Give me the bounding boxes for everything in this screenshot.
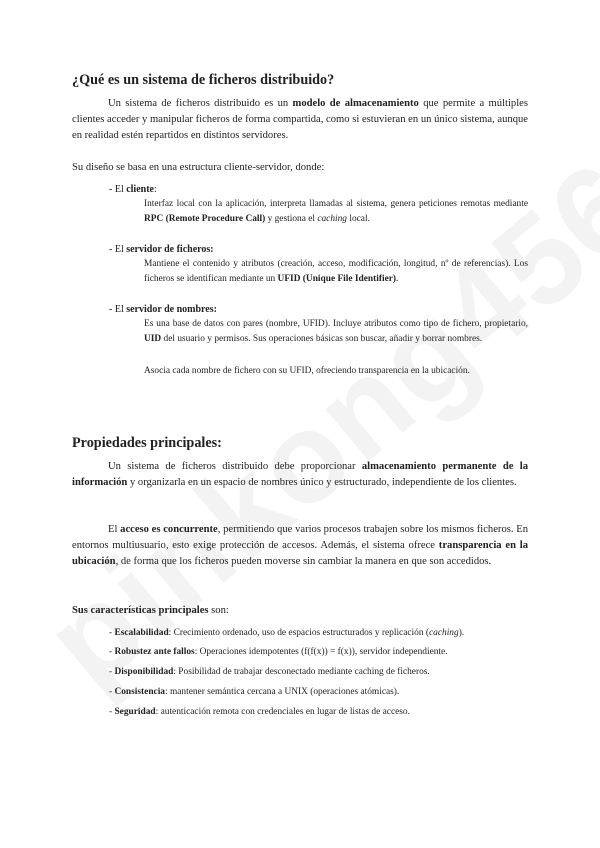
servidor-nombres-description-2: Asocia cada nombre de fichero con su UFID, ofreciendo transparencia en la ubicación. [144,366,470,376]
intro-bold: modelo de almacenamiento [292,98,419,109]
desc-text: del usuario y permisos. Sus operaciones básicas son buscar, añadir y borrar nombres. [161,333,483,344]
lead-bold: Sus características principales [72,605,209,616]
properties-paragraph-2 [72,522,528,570]
design-lead: Su diseño se basa en una estructura cliente-servidor, donde: [72,162,325,173]
feature-item [109,685,529,699]
para-text: Un sistema de ficheros distribuido debe proporcionar [108,461,362,472]
servidor-nombres-description [144,317,528,346]
lead-text: son: [208,605,229,616]
intro-text-end: que permite a múltiples clientes acceder y manipular ficheros de forma compartida, como si estuvieran en un único sistema, aunque en realidad estén repartidos en distintos servidores. [72,98,528,141]
item-title: cliente [126,184,154,195]
item-suffix: : [153,184,157,195]
para-text: , de forma que los ficheros pueden moverse sin cambiar la manera en que son accedidos. [115,556,492,567]
list-item-servidor-ficheros [109,243,214,257]
feature-italic: caching [429,628,459,638]
feature-item [109,705,529,719]
desc-text: Es una base de datos con pares (nombre, UFID). Incluye atributos como tipo de fichero, propietario, [144,319,528,329]
desc-text: y gestiona el [265,213,318,224]
feature-text: : Operaciones idempotentes (f(f(x)) = f(x)), servidor independiente. [194,647,448,657]
desc-bold: RPC (Remote Procedure Call) [144,213,266,224]
feature-item [109,626,529,640]
feature-text: : autenticación remota con credenciales en lugar de listas de acceso. [155,707,410,717]
para-text: , permitiendo que varios procesos trabajen sobre los mismos ficheros. En entornos multiusuario, esto exige protección de accesos. Además, el sistema ofrece [72,524,528,551]
list-item-cliente [109,183,157,197]
bullet-prefix: - [109,707,115,717]
para-bold: acceso es concurrente [120,524,218,535]
feature-name: Seguridad [114,707,156,717]
section-title-properties: Propiedades principales: [72,435,222,451]
feature-item [109,645,529,659]
section-title-dfs: ¿Qué es un sistema de ficheros distribuido? [72,72,335,88]
feature-text: : Posibilidad de trabajar desconectado mediante caching de ficheros. [173,667,430,677]
para-bold: almacenamiento permanente de la información [72,461,528,488]
feature-end: ). [458,628,465,638]
intro-text: Un sistema de ficheros distribuido es un [108,98,293,109]
feature-name: Disponibilidad [114,667,174,677]
feature-item [109,665,529,679]
item-title: servidor de nombres: [126,304,217,315]
feature-name: Escalabilidad [114,628,169,638]
desc-text: . [396,273,399,284]
bullet-prefix: - [109,647,115,657]
bullet-prefix: - El [109,184,127,195]
desc-text: Mantiene el contenido y atributos (creación, acceso, modificación, longitud, nº de referencias). Los ficheros se identifican mediante un [144,259,528,284]
feature-text: : Crecimiento ordenado, uso de espacios estructurados y replicación ( [168,628,429,638]
feature-text: : mantener semántica cercana a UNIX (operaciones atómicas). [165,687,400,697]
desc-text: Interfaz local con la aplicación, interpreta llamadas al sistema, genera peticiones remotas mediante [144,199,528,209]
feature-name: Robustez ante fallos [114,647,195,657]
bullet-prefix: - El [109,304,127,315]
cliente-description [144,197,528,226]
bullet-prefix: - [109,667,115,677]
para-bold: transparencia en la ubicación [72,540,528,567]
desc-italic: caching [317,213,347,224]
desc-bold: UFID (Unique File Identifier) [277,273,397,284]
bullet-prefix: - [109,687,115,697]
servidor-ficheros-description [144,257,528,286]
para-text: y organizarla en un espacio de nombres único y estructurado, independiente de los clientes. [127,477,517,488]
list-item-servidor-nombres [109,303,217,317]
properties-paragraph-1 [72,459,528,491]
bullet-prefix: - El [109,244,127,255]
para-text: El [108,524,121,535]
characteristics-lead [72,603,229,619]
desc-text: local. [347,213,370,224]
intro-paragraph [72,96,528,144]
item-title: servidor de ficheros: [126,244,214,255]
desc-bold: UID [144,333,162,344]
feature-name: Consistencia [114,687,165,697]
bullet-prefix: - [109,628,115,638]
